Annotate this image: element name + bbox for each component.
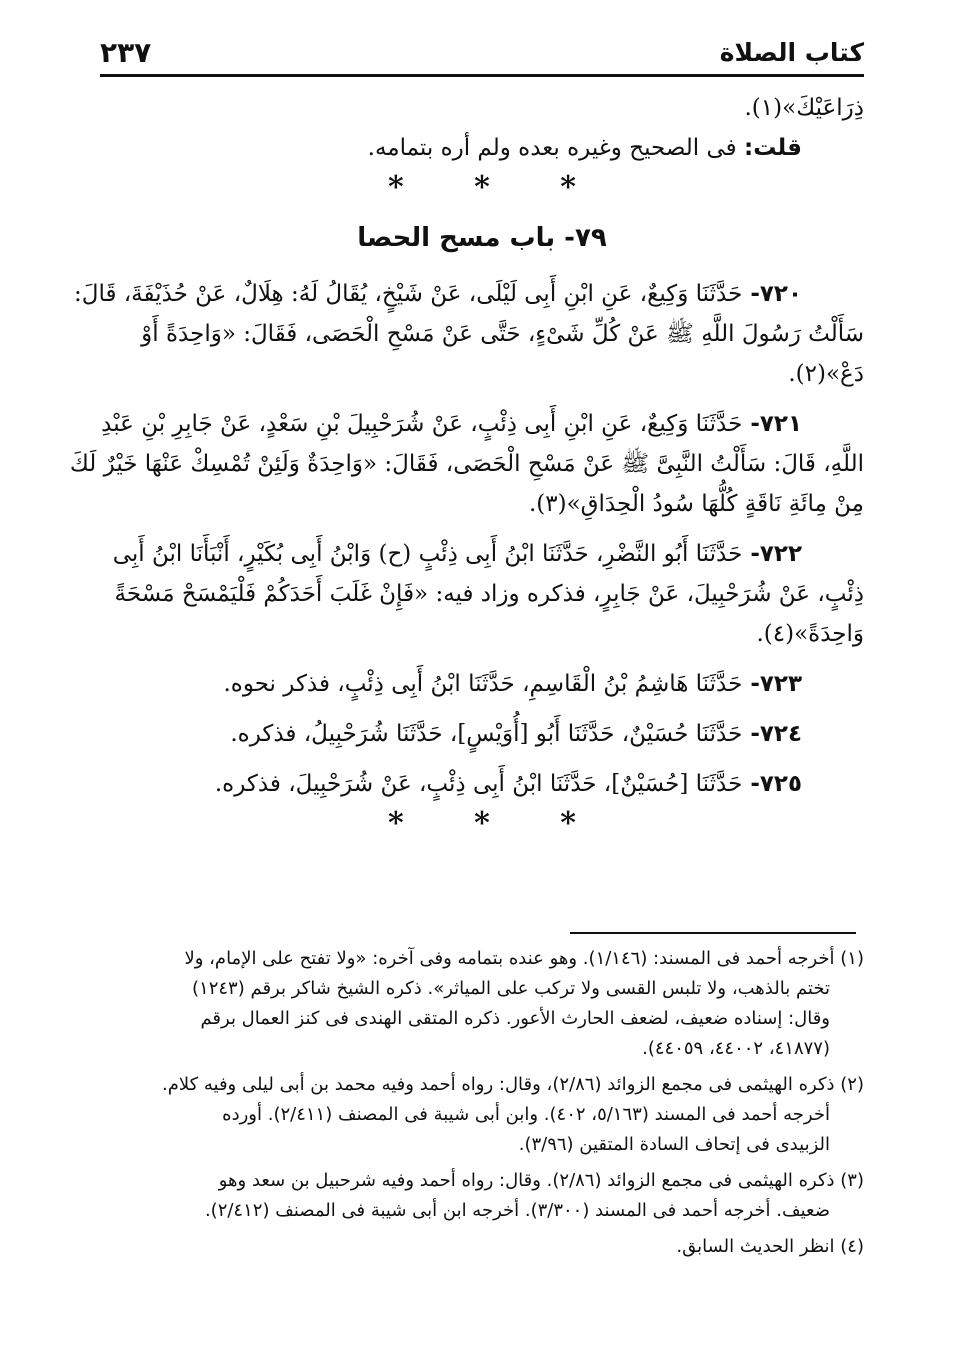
hadith-line: ٧٢٠- حَدَّثَنَا وَكِيعٌ، عَنِ ابْنِ أَبِى لَيْلَى، عَنْ شَيْخٍ، يُقَالُ لَهُ: هِلَالٌ، عَنْ حُذَيْفَةَ، قَالَ: [73,281,802,307]
continuation-line: ذِرَاعَيْكَ»(١). [744,95,864,121]
hadith-text: حَدَّثَنَا حُسَيْنٌ، حَدَّثَنَا أَبُو [أُوَيْسٍ]، حَدَّثَنَا شُرَحْبِيلُ، فذكره. [230,721,743,747]
footnotes [100,944,864,1268]
hadith-line: ٧٢١- حَدَّثَنَا وَكِيعٌ، عَنِ ابْنِ أَبِى ذِئْبٍ، عَنْ شُرَحْبِيلَ بْنِ سَعْدٍ، عَنْ جَابِرِ بْنِ عَبْدِ [101,411,802,437]
main-text [69,88,864,844]
section-separator-end: * * * [388,806,606,841]
section-separator: * * * [388,170,606,205]
hadith-line: ٧٢٢- حَدَّثَنَا أَبُو النَّضْرِ، حَدَّثَنَا ابْنُ أَبِى ذِئْبٍ (ح) وَابْنُ أَبِى بُكَيْرٍ، أَنْبَأَنَا ابْنُ أَبِى [112,541,802,567]
hadith-entry [100,664,864,704]
author-note-text: فى الصحيح وغيره بعده ولم أره بتمامه. [367,135,737,161]
hadith-number: ٧٢٠ [759,281,802,307]
footnote-line: ضعيف. أخرجه أحمد فى المسند (٣/٣٠٠). أخرجه ابن أبى شيبة فى المصنف (٢/٤١٢). [204,1200,830,1221]
footnote [100,1232,864,1262]
chapter-heading: ٧٩- باب مسح الحصا [357,223,607,253]
footnote-line: (١) أخرجه أحمد فى المسند: (١/١٤٦). وهو عنده بتمامه وفى آخره: «ولا تفتح على الإمام، ولا [184,948,864,969]
hadith-number: ٧٢١ [759,411,802,437]
hadith-line: مِنْ مِائَةِ نَاقَةٍ كُلُّهَا سُودُ الْحِدَاقِ»(٣). [528,491,864,517]
author-note [100,128,864,168]
running-title: كتاب الصلاة [719,38,864,67]
hadith-entry [100,534,864,654]
hadith-number: ٧٢٥ [759,771,802,797]
hadith-text: حَدَّثَنَا وَكِيعٌ، عَنِ ابْنِ أَبِى ذِئْبٍ، عَنْ شُرَحْبِيلَ بْنِ سَعْدٍ، عَنْ جَابِرِ بْنِ عَبْدِ [101,411,743,437]
hadith-line: ٧٢٣- حَدَّثَنَا هَاشِمُ بْنُ الْقَاسِمِ، حَدَّثَنَا ابْنُ أَبِى ذِئْبٍ، فذكر نحوه. [223,671,802,697]
hadith-text: حَدَّثَنَا وَكِيعٌ، عَنِ ابْنِ أَبِى لَيْلَى، عَنْ شَيْخٍ، يُقَالُ لَهُ: هِلَالٌ، عَنْ حُذَيْفَةَ، قَالَ: [73,281,743,307]
hadith-line: اللَّهِ، قَالَ: سَأَلْتُ النَّبِىَّ ﷺ عَنْ مَسْحِ الْحَصَى، فَقَالَ: «وَاحِدَةٌ وَلَئِنْ تُمْسِكْ عَنْهَا خَيْرٌ لَكَ [69,451,864,477]
footnote-line: الزبيدى فى إتحاف السادة المتقين (٣/٩٦). [518,1134,830,1155]
footnote [100,944,864,1064]
hadith-line: سَأَلْتُ رَسُولَ اللَّهِ ﷺ عَنْ كُلِّ شَىْءٍ، حَتَّى عَنْ مَسْحِ الْحَصَى، فَقَالَ: «وَاحِدَةً أَوْ [141,321,864,347]
hadith-line: ذِئْبٍ، عَنْ شُرَحْبِيلَ، عَنْ جَابِرٍ، فذكره وزاد فيه: «فَإِنْ غَلَبَ أَحَدَكُمْ فَلْيَمْسَحْ مَسْحَةً [114,581,864,607]
footnote-rule [570,932,856,934]
hadith-line: دَعْ»(٢). [788,361,864,387]
hadith-number: ٧٢٤ [759,721,802,747]
footnote-line: أخرجه أحمد فى المسند (٥/١٦٣، ٤٠٢). وابن أبى شيبة فى المصنف (٢/٤١١). أورده [222,1104,830,1125]
hadith-entry [100,764,864,804]
hadith-entry [100,714,864,754]
page-header [100,38,864,78]
footnote-line: (٤) انظر الحديث السابق. [676,1236,864,1257]
footnote [100,1166,864,1226]
footnote-line: (٢) ذكره الهيثمى فى مجمع الزوائد (٢/٨٦)، وقال: رواه أحمد وفيه محمد بن أبى ليلى وفيه كلام. [161,1074,864,1095]
page-number: ٢٣٧ [100,36,152,69]
hadith-number: ٧٢٢ [759,541,802,567]
hadith-line: ٧٢٤- حَدَّثَنَا حُسَيْنٌ، حَدَّثَنَا أَبُو [أُوَيْسٍ]، حَدَّثَنَا شُرَحْبِيلُ، فذكره. [230,721,802,747]
hadith-text: حَدَّثَنَا هَاشِمُ بْنُ الْقَاسِمِ، حَدَّثَنَا ابْنُ أَبِى ذِئْبٍ، فذكر نحوه. [223,671,743,697]
header-rule [100,74,864,77]
hadith-entry [69,404,864,524]
footnote-line: وقال: إسناده ضعيف، لضعف الحارث الأعور. ذكره المتقى الهندى فى كنز العمال برقم [200,1008,830,1029]
footnote-line: (٤١٨٧٧، ٤٤٠٠٢، ٤٤٠٥٩). [642,1038,830,1059]
hadith-number: ٧٢٣ [759,671,802,697]
footnote-line: تختم بالذهب، ولا تلبس القسى ولا تركب على المياثر». ذكره الشيخ شاكر برقم (١٢٤٣) [192,978,830,999]
hadith-line: ٧٢٥- حَدَّثَنَا [حُسَيْنٌ]، حَدَّثَنَا ابْنُ أَبِى ذِئْبٍ، عَنْ شُرَحْبِيلَ، فذكره. [214,771,802,797]
hadith-entry [73,274,864,394]
hadith-text: حَدَّثَنَا أَبُو النَّضْرِ، حَدَّثَنَا ابْنُ أَبِى ذِئْبٍ (ح) وَابْنُ أَبِى بُكَيْرٍ، أَنْبَأَنَا ابْنُ أَبِى [112,541,743,567]
hadith-text: حَدَّثَنَا [حُسَيْنٌ]، حَدَّثَنَا ابْنُ أَبِى ذِئْبٍ، عَنْ شُرَحْبِيلَ، فذكره. [214,771,743,797]
hadith-line: وَاحِدَةً»(٤). [756,621,864,647]
author-note-label: قلت: [744,135,802,161]
footnote [100,1070,864,1160]
footnote-line: (٣) ذكره الهيثمى فى مجمع الزوائد (٢/٨٦). وقال: رواه أحمد وفيه شرحبيل بن سعد وهو [218,1170,864,1191]
